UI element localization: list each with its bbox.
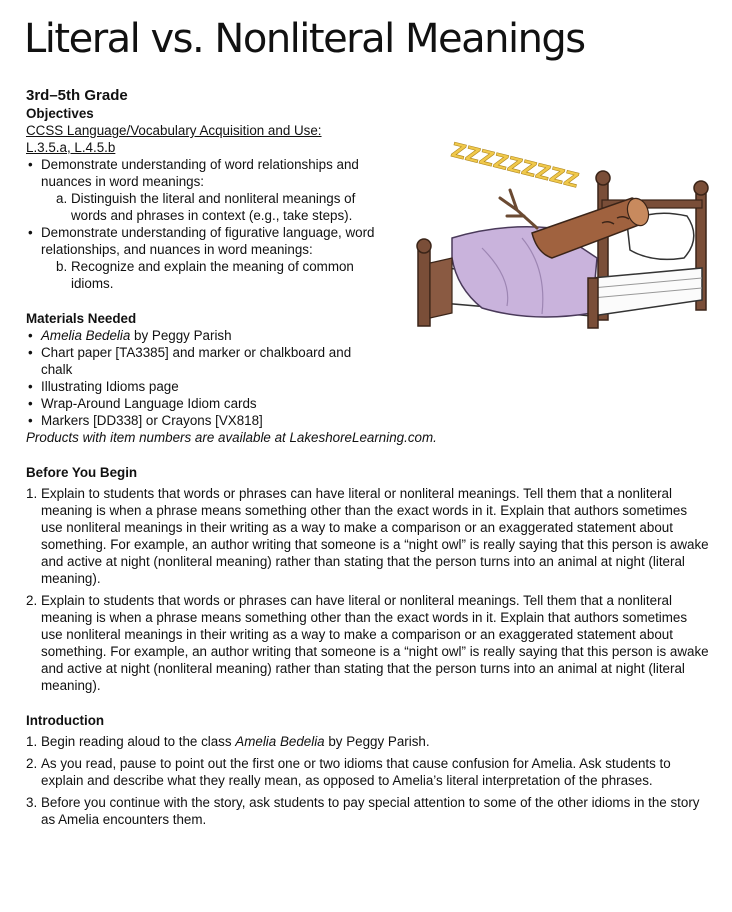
introduction-heading: Introduction bbox=[26, 713, 105, 728]
grade-level: 3rd–5th Grade bbox=[26, 87, 128, 104]
products-note: Products with item numbers are available at LakeshoreLearning.com. bbox=[26, 430, 437, 445]
objective-subitem: a. Distinguish the literal and nonliteral meanings of words and phrases in context (e.g., take steps). bbox=[56, 191, 356, 223]
standard-line-1: CCSS Language/Vocabulary Acquisition and Use: bbox=[26, 123, 322, 138]
materials-list bbox=[26, 327, 386, 429]
objective-item: • Demonstrate understanding of word relationships and nuances in word meanings: a. Distinguish the literal and nonliteral meanings of words and phrases in context (e.g., take steps). bbox=[26, 156, 386, 224]
list-item: 3. Before you continue with the story, ask students to pay special attention to some of the other idioms in the story as Amelia encounters them. bbox=[26, 795, 700, 827]
before-heading: Before You Begin bbox=[26, 465, 138, 480]
objectives-heading: Objectives bbox=[26, 106, 94, 121]
material-item: • Chart paper [TA3385] and marker or chalkboard and chalk bbox=[26, 344, 386, 378]
materials-heading: Materials Needed bbox=[26, 311, 137, 326]
objective-subitem: b. Recognize and explain the meaning of common idioms. bbox=[56, 259, 354, 291]
list-item: 2. As you read, pause to point out the first one or two idioms that cause confusion for Amelia. Ask students to explain and describe what they really mean, as opposed to Amelia’s literal interpretation of the phrases. bbox=[26, 756, 671, 788]
introduction-list bbox=[26, 733, 712, 828]
page-title: Literal vs. Nonliteral Meanings bbox=[24, 16, 585, 62]
snore-text: ZZZZZZZZZ bbox=[448, 137, 582, 193]
list-item: 2. Explain to students that words or phrases can have literal or nonliteral meanings. Tell them that a nonliteral meaning is when a phrase means something other than the exact words in it. Explain that authors sometimes use nonliteral meanings in their writing as a way to make a comparison or an exaggerated statement about something. For example, an author writing that someone is a “night owl” is really saying that this person is awake and active at night (nonliteral meaning) rather than stating that the person turns into an animal at night (literal meaning). bbox=[26, 593, 709, 693]
list-item: 1. Begin reading aloud to the class Amelia Bedelia by Peggy Parish. bbox=[26, 734, 430, 749]
material-item: • Markers [DD338] or Crayons [VX818] bbox=[26, 412, 386, 429]
objective-item: • Demonstrate understanding of figurative language, word relationships, and nuances in word meanings: b. Recognize and explain the meaning of common idioms. bbox=[26, 224, 386, 292]
list-item: 1. Explain to students that words or phrases can have literal or nonliteral meanings. Tell them that a nonliteral meaning is when a phrase means something other than the exact words in it. Explain that authors sometimes use nonliteral meanings in their writing as a way to make a comparison or an exaggerated statement about something. For example, an author writing that someone is a “night owl” is really saying that this person is awake and active at night (nonliteral meaning) rather than stating that the person turns into an animal at night (literal meaning). bbox=[26, 486, 709, 586]
objectives-list bbox=[26, 156, 386, 292]
material-item: • Amelia Bedelia by Peggy Parish bbox=[26, 327, 386, 344]
material-item: • Wrap-Around Language Idiom cards bbox=[26, 395, 386, 412]
before-list bbox=[26, 485, 712, 694]
material-item: • Illustrating Idioms page bbox=[26, 378, 386, 395]
objectives-section bbox=[26, 122, 386, 292]
standard-line-2: L.3.5.a, L.4.5.b bbox=[26, 140, 116, 155]
